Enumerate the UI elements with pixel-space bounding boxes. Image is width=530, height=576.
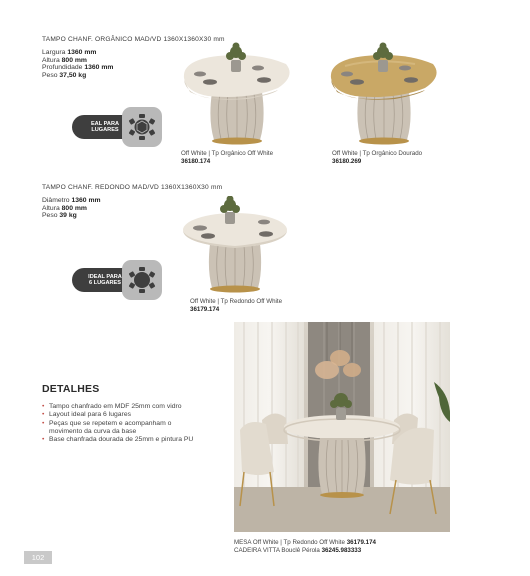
detail-item: • Base chanfrada dourada de 25mm e pintura PU xyxy=(42,436,232,444)
badge-label-2: IDEAL PARA 6 LUGARES xyxy=(72,268,138,292)
detail-item: • Tampo chanfrado em MDF 25mm com vidro xyxy=(42,403,232,411)
product-caption-1 xyxy=(181,150,273,165)
photo-caption xyxy=(234,539,376,554)
detail-item: • Peças que se repetem e acompanham o xyxy=(42,420,232,428)
product-image-organic-offwhite xyxy=(178,42,296,148)
section1-title: TAMPO CHANF. ORGÂNICO MAD/VD 1360X1360X30 mm xyxy=(42,36,225,43)
spec-weight: Peso 37,50 kg xyxy=(42,71,87,79)
photo-caption-line-1: MESA Off White | Tp Redondo Off White 36179.174 xyxy=(234,539,376,546)
details-list xyxy=(42,403,232,444)
ideal-seats-badge-1 xyxy=(72,107,168,147)
product-name-2: Off White | Tp Orgânico Dourado xyxy=(332,150,423,157)
product-caption-3 xyxy=(190,298,282,313)
page-number: 102 xyxy=(24,551,52,564)
product-code-2: 36180.269 xyxy=(332,157,362,165)
photo-caption-line-2: CADEIRA VITTA Bouclê Pérola 36245.983333 xyxy=(234,546,362,554)
ideal-seats-badge-2 xyxy=(72,260,168,300)
product-caption-2 xyxy=(332,150,422,165)
table-layout-icon xyxy=(122,107,162,147)
spec-diameter: Diâmetro 1360 mm xyxy=(42,197,101,204)
spec-list-2 xyxy=(42,197,101,220)
spec-list-1 xyxy=(42,49,113,79)
section2-title: TAMPO CHANF. REDONDO MAD/VD 1360X1360X30 mm xyxy=(42,184,223,191)
spec-weight-2: Peso 39 kg xyxy=(42,212,77,220)
spec-depth: Profundidade 1360 mm xyxy=(42,64,114,72)
product-code-3: 36179.174 xyxy=(190,305,220,313)
product-image-round-offwhite xyxy=(180,196,290,296)
spec-height-2: Altura 800 mm xyxy=(42,204,87,212)
badge-label: EAL PARA LUGARES xyxy=(72,115,138,139)
round-table-layout-icon xyxy=(122,260,162,300)
spec-width: Largura 1360 mm xyxy=(42,49,97,56)
spec-height: Altura 800 mm xyxy=(42,56,87,64)
product-code-1: 36180.174 xyxy=(181,157,211,165)
product-name-3: Off White | Tp Redondo Off White xyxy=(190,298,283,305)
product-image-organic-gold xyxy=(325,42,443,148)
product-name-1: Off White | Tp Orgânico Off White xyxy=(181,150,274,157)
room-photo xyxy=(234,322,450,532)
detail-item-continued: movimento da curva da base xyxy=(49,427,137,435)
details-title: DETALHES xyxy=(42,383,100,395)
detail-item: • Layout ideal para 6 lugares xyxy=(42,411,232,419)
